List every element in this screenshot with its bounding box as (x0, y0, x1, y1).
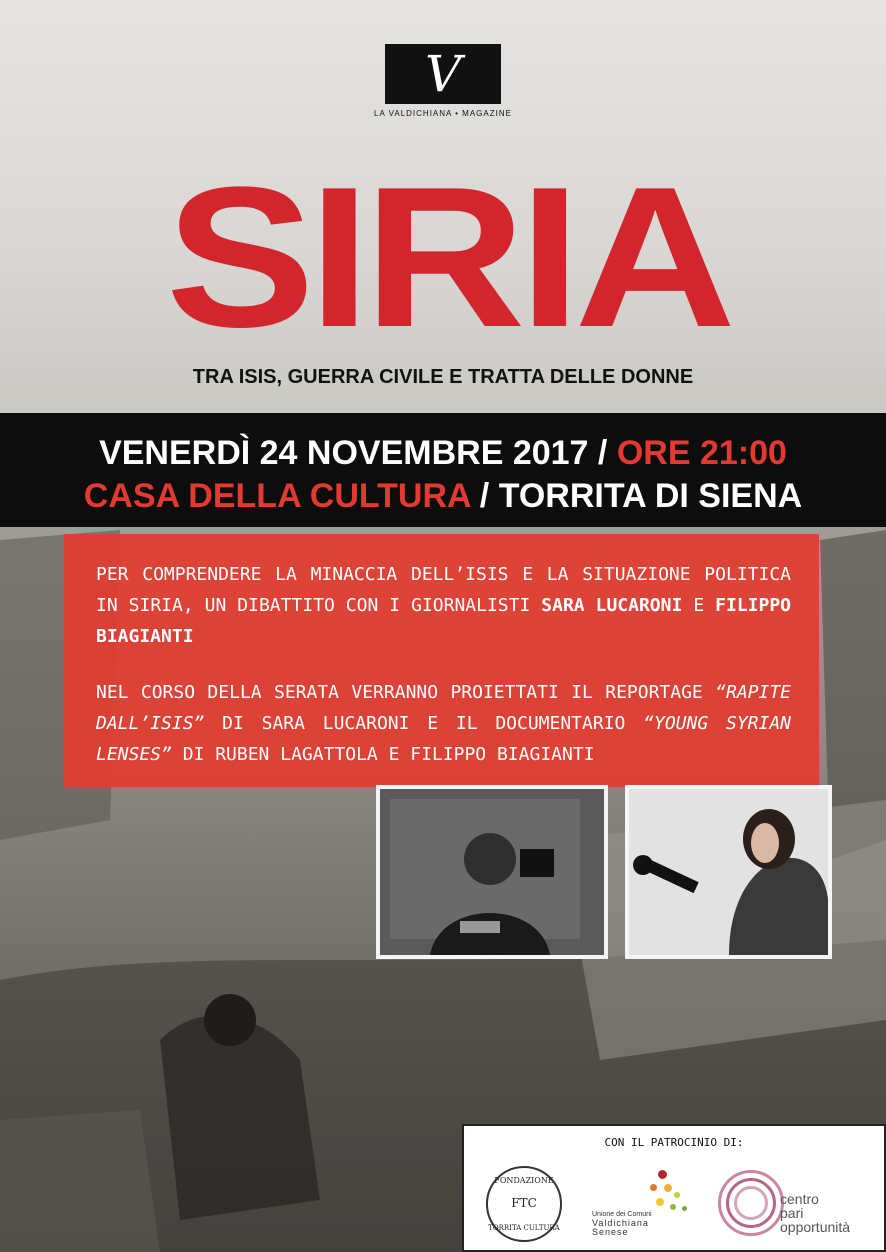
woman-with-microphone-image (629, 789, 828, 955)
description-paragraph-1 (96, 559, 791, 652)
speaker-photo-man (376, 785, 608, 959)
event-time: ORE 21:00 (616, 434, 787, 472)
p2-text-a: NEL CORSO DELLA SERATA VERRANNO PROIETTATI IL REPORTAGE (96, 682, 703, 703)
event-band (0, 413, 886, 527)
seal-top-text: FONDAZIONE (494, 1176, 554, 1185)
event-venue: CASA DELLA CULTURA (83, 477, 471, 515)
film-title: “RAPITE DALL’ISIS” (96, 682, 791, 734)
event-datetime-line (0, 434, 886, 473)
speaker-name: FILIPPO BIAGIANTI (96, 595, 791, 647)
logo-mark: V (424, 45, 462, 103)
fondazione-torrita-logo (486, 1166, 562, 1242)
man-with-camera-image (380, 789, 604, 955)
speaker-name: SARA LUCARONI (541, 595, 683, 616)
p2-text-b: DI SARA LUCARONI E IL DOCUMENTARIO (222, 713, 626, 734)
speaker-photo-woman (625, 785, 832, 959)
poster-title: SIRIA (165, 146, 730, 369)
event-place: TORRITA DI SIENA (498, 477, 803, 515)
seal-bottom-text: TORRITA CULTURA (488, 1224, 560, 1232)
description-box (64, 534, 819, 787)
unione-line-1: Unione dei Comuni (592, 1211, 652, 1218)
film-title: “YOUNG SYRIAN LENSES” (96, 713, 791, 765)
unione-comuni-logo (592, 1210, 702, 1237)
unione-line-2: Valdichiana (592, 1218, 649, 1228)
magazine-logo (385, 44, 501, 104)
patronage-title: CON IL PATROCINIO DI: (604, 1136, 744, 1149)
centro-text: centro pari opportunità (780, 1191, 851, 1235)
poster-subtitle: TRA ISIS, GUERRA CIVILE E TRATTA DELLE DONNE (192, 366, 694, 388)
patronage-box (462, 1124, 886, 1252)
p1-text: PER COMPRENDERE LA MINACCIA DELL’ISIS E LA SITUAZIONE POLITICA IN SIRIA, UN DIBATTITO CON I GIORNALISTI (96, 564, 791, 616)
seal-monogram: FTC (511, 1196, 537, 1210)
p2-text-c: DI RUBEN LAGATTOLA E FILIPPO BIAGIANTI (182, 744, 595, 765)
logo-caption: LA VALDICHIANA • MAGAZINE (374, 109, 512, 118)
p1-and: E (693, 595, 705, 616)
unione-line-3: Senese (592, 1227, 629, 1237)
event-date: VENERDÌ 24 NOVEMBRE 2017 (99, 434, 589, 472)
description-paragraph-2 (96, 677, 791, 770)
separator: / (597, 434, 608, 472)
event-location-line (0, 477, 886, 516)
centro-pari-opportunita-logo (718, 1164, 878, 1250)
separator: / (479, 477, 490, 515)
